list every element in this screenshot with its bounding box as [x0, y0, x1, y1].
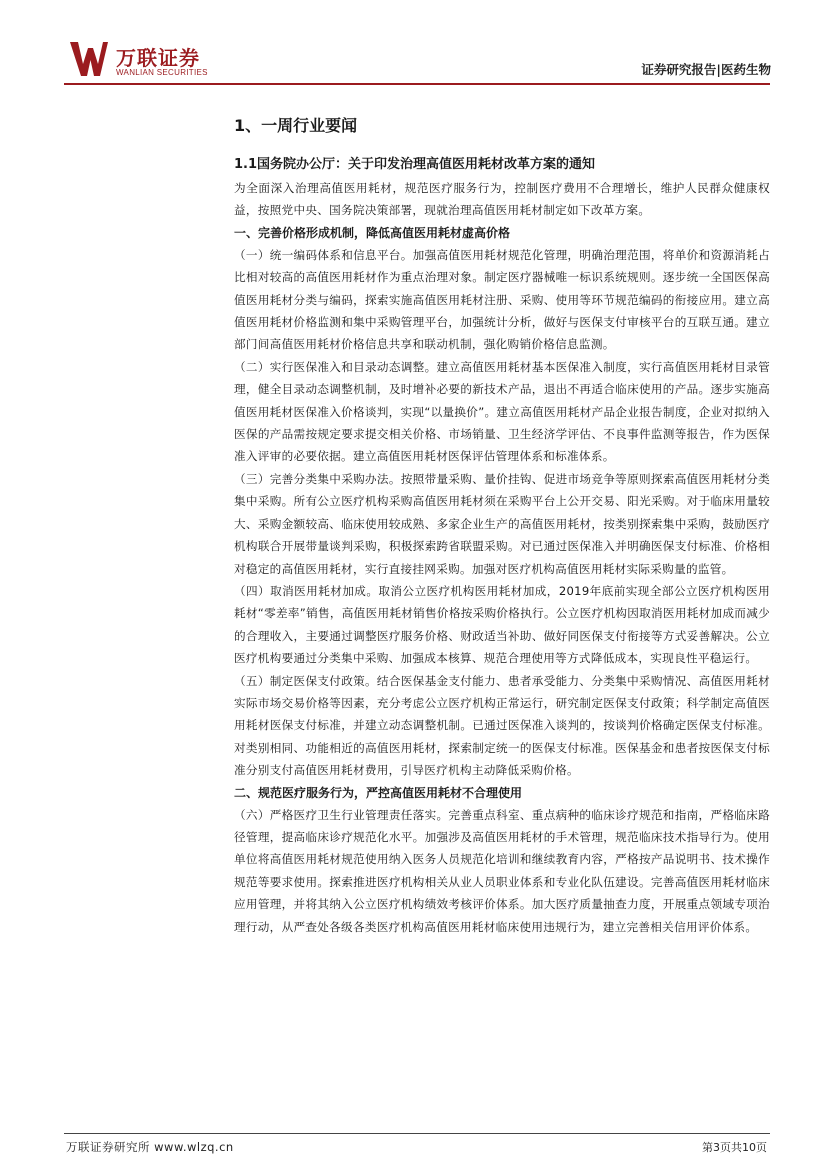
- page-number: 第3页共10页: [702, 1141, 767, 1154]
- report-category-label: 证券研究报告|医药生物: [641, 62, 771, 77]
- page-footer: [0, 1125, 827, 1165]
- footer-divider: [64, 1133, 770, 1134]
- logo-english-name: WANLIAN SECURITIES: [116, 68, 208, 77]
- report-body: [234, 114, 770, 938]
- wanlian-logo-icon: [70, 42, 108, 76]
- header-divider: [64, 83, 770, 85]
- page-header: [0, 0, 827, 86]
- paragraph-6: （六）严格医疗卫生行业管理责任落实。完善重点科室、重点病种的临床诊疗规范和指南，严格临床路径管理，提高临床诊疗规范化水平。加强涉及高值医用耗材的手术管理，规范临床技术指导行为。使用单位将高值医用耗材规范使用纳入医务人员规范化培训和继续教育内容，严格按产品说明书、技术操作规范等要求使用。探索推进医疗机构相关从业人员职业体系和专业化队伍建设。完善高值医用耗材临床应用管理，并将其纳入公立医疗机构绩效考核评价体系。加大医疗质量抽查力度，开展重点领域专项治理行动，从严查处各级各类医疗机构高值医用耗材临床使用违规行为，建立完善相关信用评价体系。: [234, 807, 770, 934]
- paragraph-1: （一）统一编码体系和信息平台。加强高值医用耗材规范化管理，明确治理范围，将单价和资源消耗占比相对较高的高值医用耗材作为重点治理对象。制定医疗器械唯一标识系统规则。逐步统一全国医保高值医用耗材分类与编码，探索实施高值医用耗材注册、采购、使用等环节规范编码的衔接应用。建立高值医用耗材价格监测和集中采购管理平台，加强统计分析，做好与医保支付审核平台的互联互通。建立部门间高值医用耗材价格信息共享和联动机制，强化购销价格信息监测。: [234, 247, 770, 352]
- paragraph-3: （三）完善分类集中采购办法。按照带量采购、量价挂钩、促进市场竞争等原则探索高值医用耗材分类集中采购。所有公立医疗机构采购高值医用耗材须在采购平台上公开交易、阳光采购。对于临床用量较大、采购金额较高、临床使用较成熟、多家企业生产的高值医用耗材，按类别探索集中采购，鼓励医疗机构联合开展带量谈判采购，积极探索跨省联盟采购。对已通过医保准入并明确医保支付标准、价格相对稳定的高值医用耗材，实行直接挂网采购。加强对医疗机构高值医用耗材实际采购量的监管。: [234, 471, 770, 576]
- section-title: 1、一周行业要闻: [234, 116, 358, 135]
- part2-heading: 二、规范医疗服务行为，严控高值医用耗材不合理使用: [234, 785, 523, 800]
- logo-chinese-name: 万联证券: [116, 46, 200, 70]
- paragraph-4: （四）取消医用耗材加成。取消公立医疗机构医用耗材加成，2019年底前实现全部公立医疗机构医用耗材“零差率”销售，高值医用耗材销售价格按采购价格执行。公立医疗机构因取消医用耗材加成而减少的合理收入，主要通过调整医疗服务价格、财政适当补助、做好同医保支付衔接等方式妥善解决。公立医疗机构要通过分类集中采购、加强成本核算、规范合理使用等方式降低成本，实现良性平稳运行。: [234, 583, 770, 666]
- intro-paragraph: 为全面深入治理高值医用耗材，规范医疗服务行为，控制医疗费用不合理增长，维护人民群众健康权益，按照党中央、国务院决策部署，现就治理高值医用耗材制定如下改革方案。: [234, 181, 770, 218]
- footer-source: 万联证券研究所 www.wlzq.cn: [66, 1140, 234, 1154]
- company-logo: [70, 40, 240, 80]
- subsection-title: 1.1国务院办公厅：关于印发治理高值医用耗材改革方案的通知: [234, 157, 596, 172]
- part1-heading: 一、完善价格形成机制，降低高值医用耗材虚高价格: [234, 225, 511, 240]
- paragraph-2: （二）实行医保准入和目录动态调整。建立高值医用耗材基本医保准入制度，实行高值医用耗材目录管理，健全目录动态调整机制，及时增补必要的新技术产品，退出不再适合临床使用的产品。逐步实施高值医用耗材医保准入价格谈判，实现“以量换价”。建立高值医用耗材产品企业报告制度，企业对拟纳入医保的产品需按规定要求提交相关价格、市场销量、卫生经济学评估、不良事件监测等报告，作为医保准入评审的必要依据。建立高值医用耗材医保评估管理体系和标准体系。: [234, 359, 770, 464]
- paragraph-5: （五）制定医保支付政策。结合医保基金支付能力、患者承受能力、分类集中采购情况、高值医用耗材实际市场交易价格等因素，充分考虑公立医疗机构正常运行，研究制定医保支付政策；科学制定高值医用耗材医保支付标准，并建立动态调整机制。已通过医保准入谈判的，按谈判价格确定医保支付标准。对类别相同、功能相近的高值医用耗材，探索制定统一的医保支付标准。医保基金和患者按医保支付标准分别支付高值医用耗材费用，引导医疗机构主动降低采购价格。: [234, 673, 770, 778]
